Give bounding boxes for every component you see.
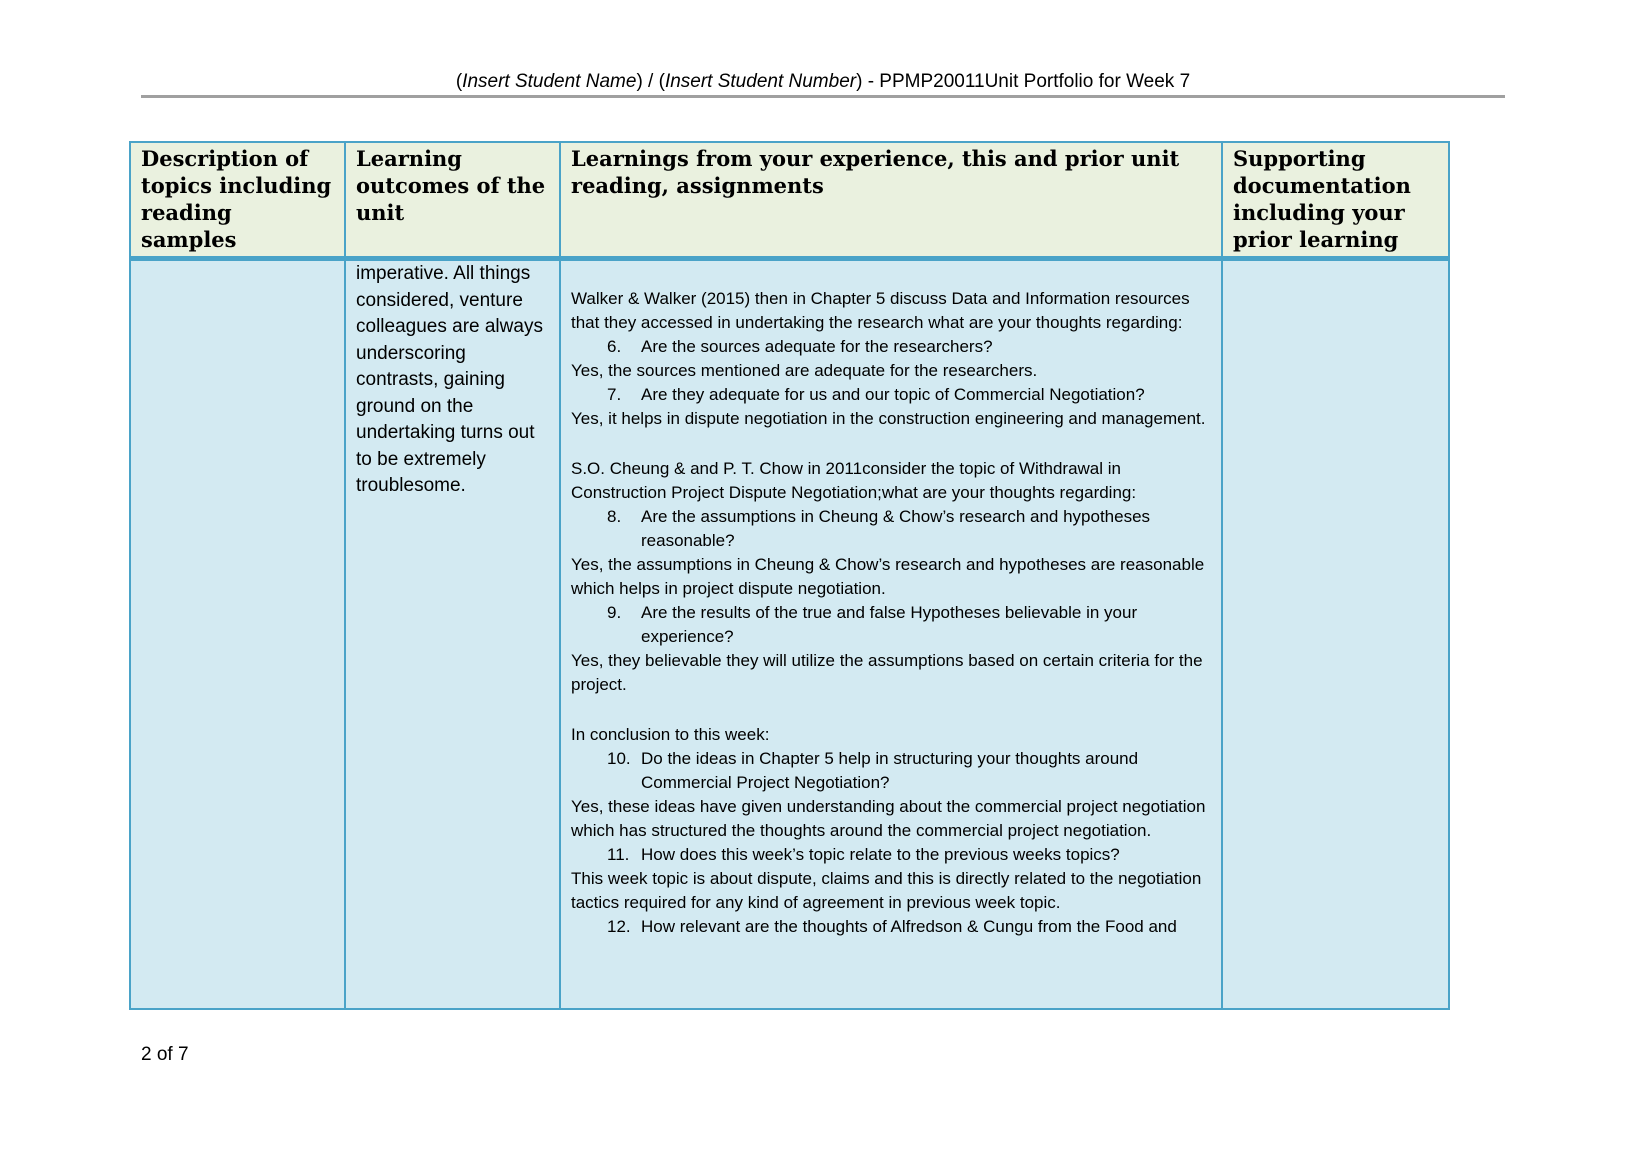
question-number: 6. [607,337,622,356]
question-number: 8. [607,507,622,526]
paragraph-conclusion: In conclusion to this week: [571,725,770,744]
header-description: Description of topics including reading samples [130,142,345,259]
question-text: Do the ideas in Chapter 5 help in structuring your thoughts around Commercial Project Negotiation? [641,749,1139,792]
answer-10: Yes, these ideas have given understanding about the commercial project negotiation which has structured the thoughts around the commercial project negotiation. [571,797,1206,840]
answer-7: Yes, it helps in dispute negotiation in the construction engineering and management. [571,409,1206,428]
question-12 [571,915,1211,939]
question-text: Are they adequate for us and our topic of Commercial Negotiation? [641,385,1145,404]
header-learnings: Learnings from your experience, this and prior unit reading, assignments [560,142,1222,259]
question-6 [571,335,1211,359]
header-separator: ) / ( [636,71,665,92]
header-divider [141,95,1505,98]
outcomes-text: imperative. All things considered, venture colleagues are always underscoring contrasts, gaining ground on the undertaking turns out to be extremely troublesome. [356,263,543,496]
answer-6: Yes, the sources mentioned are adequate for the researchers. [571,361,1038,380]
question-number: 12. [607,917,631,936]
answer-9: Yes, they believable they will utilize the assumptions based on certain criteria for the project. [571,651,1203,694]
student-number-placeholder: Insert Student Number [664,71,857,92]
paragraph-walker: Walker & Walker (2015) then in Chapter 5 discuss Data and Information resources that they accessed in undertaking the research what are your thoughts regarding: [571,289,1190,332]
question-text: How does this week’s topic relate to the previous weeks topics? [641,845,1120,864]
learnings-content [571,261,1211,939]
header-open: ( [455,71,463,92]
spacer [571,431,1211,457]
cell-learning-outcomes [345,259,560,1010]
question-text: Are the assumptions in Cheung & Chow’s research and hypotheses reasonable? [641,507,1151,550]
answer-8: Yes, the assumptions in Cheung & Chow’s research and hypotheses are reasonable which helps in project dispute negotiation. [571,555,1205,598]
cell-learnings [560,259,1222,1010]
header-supporting-documentation: Supporting documentation including your prior learning [1222,142,1449,259]
question-number: 9. [607,603,622,622]
answer-11: This week topic is about dispute, claims and this is directly related to the negotiation tactics required for any kind of agreement in previous week topic. [571,869,1202,912]
cell-description [130,259,345,1010]
header-learning-outcomes: Learning outcomes of the unit [345,142,560,259]
spacer [571,697,1211,723]
question-text: Are the sources adequate for the researchers? [641,337,993,356]
question-text: Are the results of the true and false Hypotheses believable in your experience? [641,603,1138,646]
table-header-row [130,142,1449,259]
question-9 [571,601,1211,649]
question-text: How relevant are the thoughts of Alfredson & Cungu from the Food and [641,917,1177,936]
cell-supporting-documentation [1222,259,1449,1010]
header-title: ) - PPMP20011Unit Portfolio for Week 7 [856,71,1191,92]
question-number: 7. [607,385,622,404]
table-row [130,259,1449,1010]
student-name-placeholder: Insert Student Name [462,71,637,92]
portfolio-table [129,141,1450,1010]
question-10 [571,747,1211,795]
question-8 [571,505,1211,553]
question-11 [571,843,1211,867]
page-number: 2 of 7 [141,1044,189,1065]
question-number: 11. [607,845,630,864]
page-header [141,68,1505,96]
question-7 [571,383,1211,407]
paragraph-cheung: S.O. Cheung & and P. T. Chow in 2011consider the topic of Withdrawal in Construction Project Dispute Negotiation;what are your thoughts regarding: [571,459,1137,502]
question-number: 10. [607,749,631,768]
